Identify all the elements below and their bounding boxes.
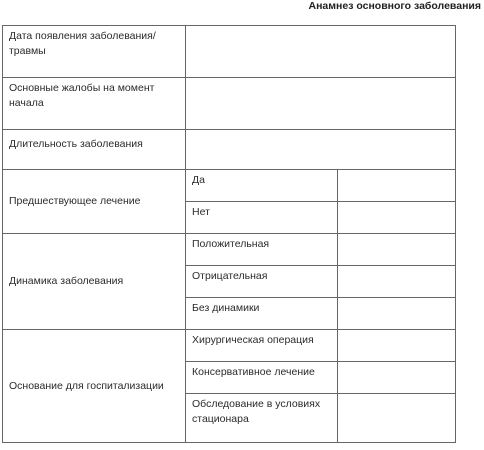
group-label: Предшествующее лечение — [3, 170, 186, 234]
answer-cell[interactable] — [338, 170, 456, 202]
table-row — [3, 130, 456, 170]
answer-cell[interactable] — [338, 266, 456, 298]
row-label: Основные жалобы на момент начала — [3, 78, 186, 130]
option-label: Хирургическая операция — [186, 330, 338, 362]
option-label: Да — [186, 170, 338, 202]
answer-cell[interactable] — [338, 362, 456, 394]
answer-cell[interactable] — [338, 234, 456, 266]
table-row — [3, 78, 456, 130]
answer-cell[interactable] — [338, 394, 456, 443]
anamnesis-table — [2, 25, 456, 443]
answer-cell[interactable] — [186, 26, 456, 78]
answer-cell[interactable] — [338, 298, 456, 330]
row-label: Дата появления заболевания/ травмы — [3, 26, 186, 78]
option-label: Отрицательная — [186, 266, 338, 298]
answer-cell[interactable] — [186, 78, 456, 130]
option-label: Положительная — [186, 234, 338, 266]
option-label: Нет — [186, 202, 338, 234]
option-label: Без динамики — [186, 298, 338, 330]
group-label: Динамика заболевания — [3, 234, 186, 330]
option-label: Консервативное лечение — [186, 362, 338, 394]
table-row — [3, 26, 456, 78]
table-row — [3, 234, 456, 266]
answer-cell[interactable] — [338, 202, 456, 234]
table-row — [3, 330, 456, 362]
row-label: Длительность заболевания — [3, 130, 186, 170]
table-row — [3, 170, 456, 202]
answer-cell[interactable] — [338, 330, 456, 362]
answer-cell[interactable] — [186, 130, 456, 170]
document-title: Анамнез основного заболевания — [308, 0, 481, 12]
option-label: Обследование в условиях стационара — [186, 394, 338, 443]
group-label: Основание для госпитализации — [3, 330, 186, 443]
